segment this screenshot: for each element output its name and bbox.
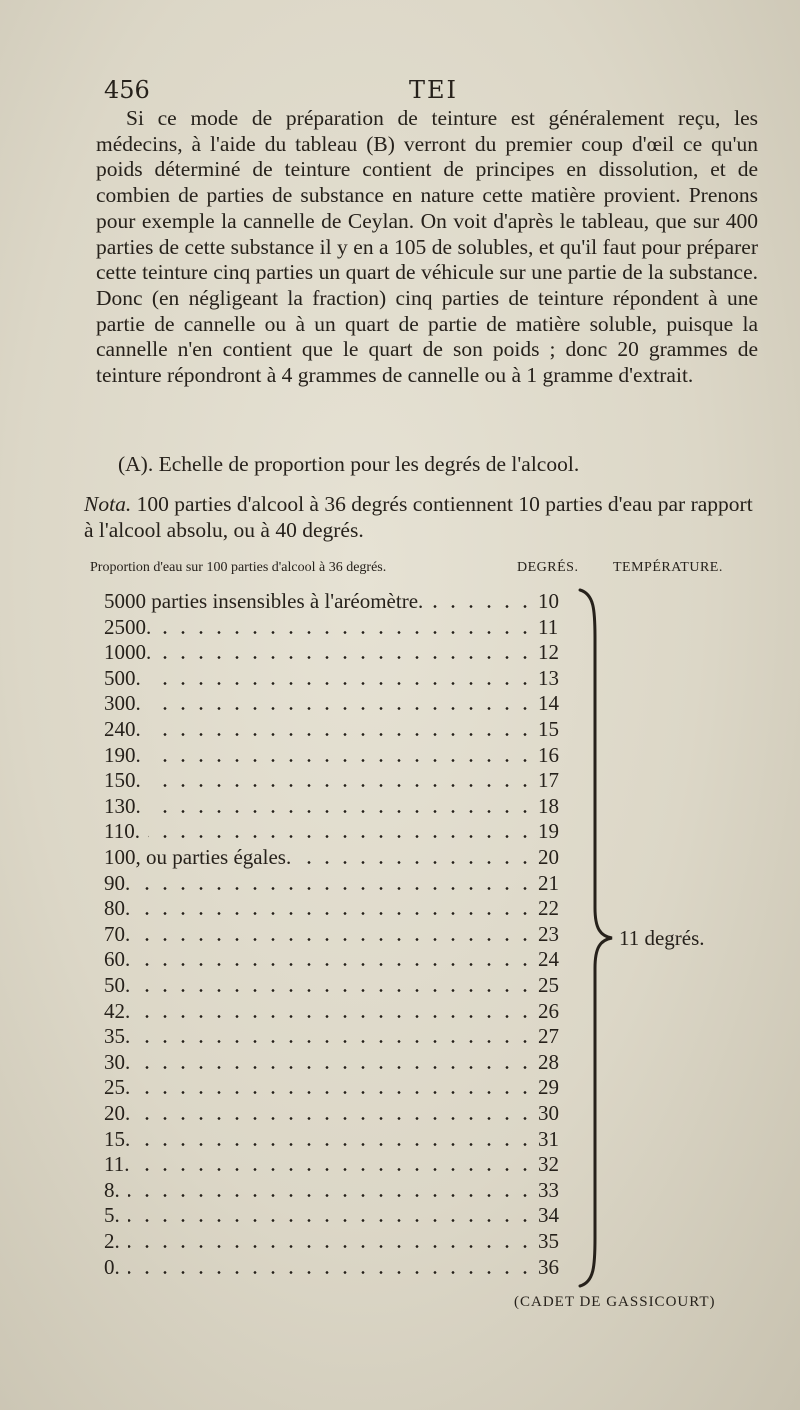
row-degres: 11 bbox=[538, 614, 559, 639]
table-row bbox=[104, 1151, 570, 1177]
dot-leader bbox=[128, 1245, 534, 1248]
page-number: 456 bbox=[104, 76, 150, 104]
dot-leader bbox=[137, 1168, 534, 1171]
table-row bbox=[104, 972, 570, 998]
table-row bbox=[104, 844, 570, 870]
table-row bbox=[104, 946, 570, 972]
table-row bbox=[104, 639, 570, 665]
body-paragraph-text: Si ce mode de préparation de teinture est généralement reçu, les médecins, à l'aide du tableau (B) verront du premier coup d'œil ce qu'un poids déterminé de teinture contient de principes en dissolution, et de combien de parties de substance en nature cette matière provient. Prenons pour exemple la cannelle de Ceylan. On voit d'après le tableau, que sur 400 parties de cette substance il y en a 105 de solubles, et qu'il faut pour préparer cette teinture cinq parties un quart de véhicule sur une partie de la substance. Donc (en négligeant la fraction) cinq parties de teinture répondent à une partie de cannelle ou à un quart de partie de matière soluble, puisque la cannelle n'en contient que le quart de son poids ; donc 20 grammes de teinture répondront à 4 grammes de cannelle ou à 1 gramme d'extrait. bbox=[96, 106, 758, 388]
scale-heading: (A). Echelle de proportion pour les degrés de l'alcool. bbox=[118, 452, 580, 476]
row-proportion: 190. bbox=[104, 742, 141, 767]
table-row bbox=[104, 895, 570, 921]
row-proportion: 500. bbox=[104, 665, 141, 690]
row-proportion: 240. bbox=[104, 717, 141, 741]
row-proportion: 0. bbox=[104, 1254, 120, 1279]
table-row bbox=[104, 767, 570, 793]
dot-leader bbox=[148, 835, 534, 838]
dot-leader bbox=[159, 656, 534, 659]
table-row bbox=[104, 1049, 570, 1075]
dot-leader bbox=[138, 1066, 534, 1069]
running-title: TEI bbox=[409, 76, 459, 104]
row-degres: 14 bbox=[538, 691, 559, 716]
dot-leader bbox=[138, 1040, 534, 1043]
row-degres: 32 bbox=[538, 1152, 559, 1177]
row-proportion: 110. bbox=[104, 819, 140, 844]
dot-leader bbox=[128, 1194, 534, 1197]
table-header-row bbox=[90, 560, 760, 582]
table-row bbox=[104, 665, 570, 691]
row-proportion: 2. bbox=[104, 1229, 120, 1253]
row-proportion: 60. bbox=[104, 947, 131, 972]
row-degres: 34 bbox=[538, 1203, 559, 1228]
row-degres: 24 bbox=[538, 947, 559, 972]
row-proportion: 35. bbox=[104, 1024, 131, 1049]
dot-leader bbox=[138, 1143, 534, 1146]
nota-label: Nota. bbox=[84, 492, 132, 516]
table-row bbox=[104, 716, 570, 742]
row-degres: 35 bbox=[538, 1229, 559, 1253]
dot-leader bbox=[149, 707, 534, 710]
row-proportion: 25. bbox=[104, 1075, 131, 1100]
table-row bbox=[104, 1202, 570, 1228]
row-degres: 29 bbox=[538, 1075, 559, 1100]
dot-leader bbox=[138, 1091, 534, 1094]
dot-leader bbox=[138, 989, 534, 992]
table-row bbox=[104, 1023, 570, 1049]
dot-leader bbox=[149, 733, 534, 736]
row-degres: 23 bbox=[538, 921, 559, 946]
dot-leader bbox=[138, 938, 534, 941]
dot-leader bbox=[138, 1015, 534, 1018]
header-temperature: TEMPÉRATURE. bbox=[613, 560, 723, 575]
row-proportion: 2500. bbox=[104, 614, 152, 639]
row-degres: 21 bbox=[538, 870, 559, 895]
dot-leader bbox=[149, 784, 534, 787]
temperature-value: 11 degrés. bbox=[619, 926, 705, 950]
dot-leader bbox=[128, 1219, 534, 1222]
row-proportion: 20. bbox=[104, 1101, 131, 1125]
row-proportion: 5. bbox=[104, 1203, 120, 1228]
table-row bbox=[104, 1177, 570, 1203]
row-degres: 30 bbox=[538, 1101, 559, 1125]
dot-leader bbox=[149, 682, 534, 685]
row-proportion: 90. bbox=[104, 870, 131, 895]
dot-leader bbox=[138, 1117, 534, 1120]
row-degres: 36 bbox=[538, 1254, 559, 1279]
row-proportion: 30. bbox=[104, 1049, 131, 1074]
row-degres: 26 bbox=[538, 998, 559, 1023]
row-degres: 22 bbox=[538, 896, 559, 921]
nota-text: 100 parties d'alcool à 36 degrés contiennent 10 parties d'eau par rapport à l'alcool absolu, ou à 40 degrés. bbox=[84, 492, 753, 542]
table-row bbox=[104, 1074, 570, 1100]
dot-leader bbox=[159, 631, 534, 634]
row-proportion: 300. bbox=[104, 691, 141, 716]
row-degres: 31 bbox=[538, 1126, 559, 1151]
row-proportion: 130. bbox=[104, 793, 141, 818]
row-degres: 13 bbox=[538, 665, 559, 690]
dot-leader bbox=[128, 1271, 534, 1274]
row-proportion: 150. bbox=[104, 768, 141, 793]
row-degres: 18 bbox=[538, 793, 559, 818]
dot-leader bbox=[149, 759, 534, 762]
row-degres: 19 bbox=[538, 819, 559, 844]
table-row bbox=[104, 818, 570, 844]
table-row bbox=[104, 614, 570, 640]
dot-leader bbox=[138, 963, 534, 966]
row-degres: 20 bbox=[538, 845, 559, 869]
table-row bbox=[104, 1228, 570, 1254]
row-proportion: 1000. bbox=[104, 640, 152, 665]
dot-leader bbox=[431, 605, 534, 608]
row-proportion: 80. bbox=[104, 896, 131, 921]
row-proportion: 8. bbox=[104, 1177, 120, 1202]
row-degres: 33 bbox=[538, 1177, 559, 1202]
row-degres: 10 bbox=[538, 589, 559, 613]
body-paragraph bbox=[96, 106, 758, 389]
row-degres: 27 bbox=[538, 1024, 559, 1049]
row-proportion: 70. bbox=[104, 921, 131, 946]
header-degres: DEGRÉS. bbox=[517, 560, 579, 575]
table-row bbox=[104, 921, 570, 947]
dot-leader bbox=[149, 810, 534, 813]
table-row bbox=[104, 1126, 570, 1152]
row-proportion: 100, ou parties égales. bbox=[104, 845, 292, 869]
table-row bbox=[104, 742, 570, 768]
row-degres: 16 bbox=[538, 742, 559, 767]
dot-leader bbox=[299, 861, 534, 864]
table-row bbox=[104, 588, 570, 614]
row-degres: 28 bbox=[538, 1049, 559, 1074]
row-degres: 15 bbox=[538, 717, 559, 741]
row-proportion: 11. bbox=[104, 1152, 130, 1177]
row-proportion: 50. bbox=[104, 973, 131, 997]
header-proportion: Proportion d'eau sur 100 parties d'alcool à 36 degrés. bbox=[90, 560, 387, 575]
attribution: (CADET DE GASSICOURT) bbox=[514, 1294, 716, 1310]
table-row bbox=[104, 1100, 570, 1126]
row-proportion: 42. bbox=[104, 998, 131, 1023]
row-degres: 12 bbox=[538, 640, 559, 665]
dot-leader bbox=[138, 887, 534, 890]
row-degres: 17 bbox=[538, 768, 559, 793]
row-degres: 25 bbox=[538, 973, 559, 997]
row-proportion: 5000 parties insensibles à l'aréomètre. bbox=[104, 589, 424, 613]
table-row bbox=[104, 870, 570, 896]
table-row bbox=[104, 690, 570, 716]
dot-leader bbox=[138, 912, 534, 915]
running-head bbox=[104, 76, 764, 106]
nota-note bbox=[84, 492, 764, 543]
table-row bbox=[104, 1254, 570, 1280]
curly-brace bbox=[578, 588, 618, 1288]
table-row bbox=[104, 793, 570, 819]
table-row bbox=[104, 998, 570, 1024]
row-proportion: 15. bbox=[104, 1126, 131, 1151]
